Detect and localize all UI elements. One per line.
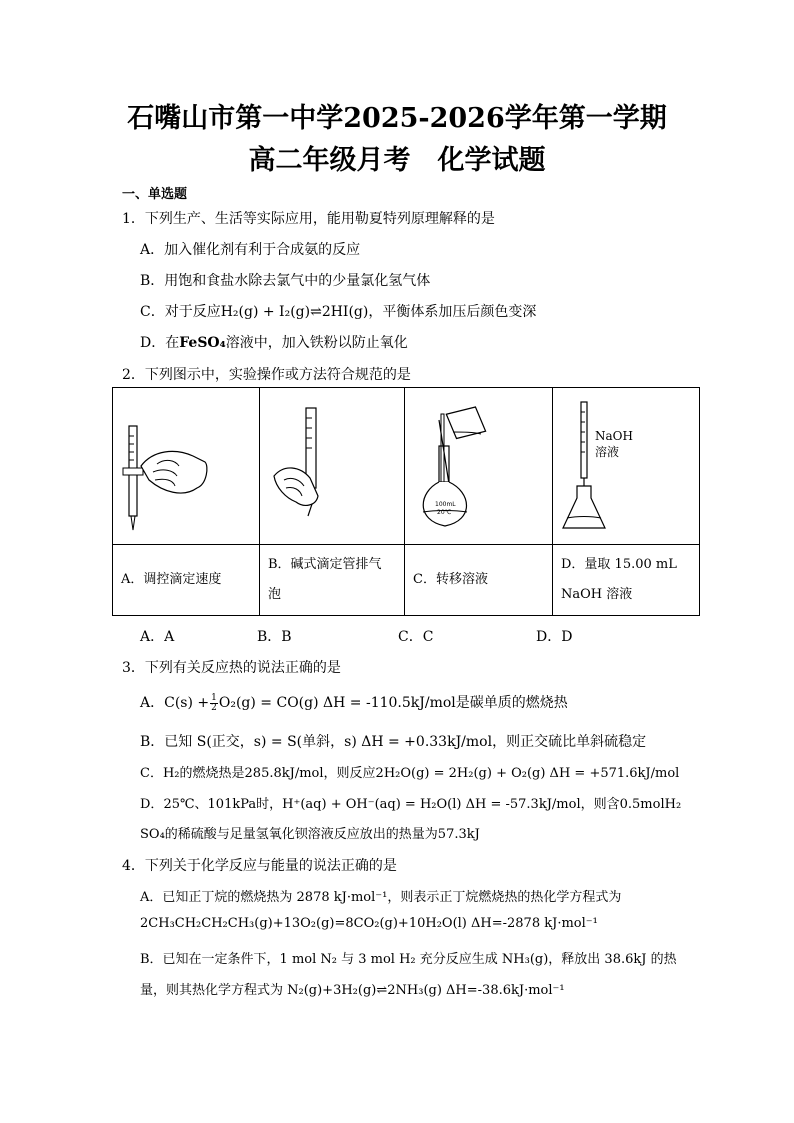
q2-answer-c: C．C — [398, 629, 434, 645]
q3-a-eq2: O₂(g) = CO(g) ΔH = -110.5kJ/mol — [218, 695, 456, 711]
q2-stem: 2．下列图示中，实验操作或方法符合规范的是 — [122, 367, 411, 383]
figure-b-cell — [260, 388, 405, 545]
q3-a-pre: A． — [140, 695, 165, 711]
q3-b-pre: B．已知 — [140, 734, 197, 750]
q3-d-mid2: ，则含 — [580, 797, 620, 812]
q3-c-eq1: H₂ — [162, 766, 180, 781]
q3-option-b — [140, 731, 646, 751]
q3-d-eq3: 0.5molH₂ — [619, 797, 682, 812]
q4-option-b-line2: 量，则其热化学方程式为 N₂(g)+3H₂(g)⇌2NH₃(g) ΔH=-38.6kJ·mol⁻¹ — [140, 983, 565, 998]
caption-d — [553, 545, 700, 616]
page-subtitle: 高二年级月考 化学试题 — [248, 145, 546, 176]
fraction-denominator: 2 — [211, 702, 217, 713]
q3-b-post: ，则正交硫比单斜硫稳定 — [492, 734, 647, 750]
naoh-label: NaOH — [595, 429, 633, 443]
q3-c-mid: 的燃烧热是 — [179, 766, 245, 781]
naoh-titration-illustration-d — [553, 388, 691, 544]
q3-c-mid2: ，则反应 — [323, 766, 376, 781]
q1-c-post: ，平衡体系加压后颜色变深 — [368, 304, 537, 320]
half-fraction — [210, 694, 218, 713]
q1-c-equation: H₂(g) + I₂(g)⇌2HI(g) — [220, 304, 369, 320]
q1-d-post: 溶液中，加入铁粉以防止氧化 — [225, 335, 408, 351]
caption-d-text: D．量取 15.00 mL — [561, 557, 677, 572]
q1-d-chem: FeSO₄ — [179, 335, 226, 351]
base-burette-illustration-b — [260, 388, 396, 544]
q3-stem: 3．下列有关反应热的说法正确的是 — [122, 660, 341, 676]
q1-c-pre: C．对于反应 — [140, 304, 221, 320]
q3-d-eq2: H⁺(aq) + OH⁻(aq) = H₂O(l) ΔH = -57.3kJ/mol — [282, 797, 581, 812]
q4-option-a-line2: 2CH₃CH₂CH₂CH₃(g)+13O₂(g)=8CO₂(g)+10H₂O(l) ΔH=-2878 kJ·mol⁻¹ — [140, 916, 598, 931]
q3-d-line2-eq: SO₄ — [140, 827, 165, 842]
q1-d-pre: D．在 — [140, 335, 180, 351]
figure-c-cell — [405, 388, 553, 545]
q1-option-a: A．加入催化剂有利于合成氨的反应 — [140, 242, 361, 258]
caption-c — [405, 545, 553, 616]
q1-option-c — [140, 301, 536, 321]
q2-figure-table — [112, 387, 700, 616]
caption-b — [260, 545, 405, 616]
q1-option-b: B．用饱和食盐水除去氯气中的少量氯化氢气体 — [140, 273, 431, 289]
q4-stem: 4．下列关于化学反应与能量的说法正确的是 — [122, 858, 397, 874]
q3-d-line2-mid: 的稀硫酸与足量氢氧化钡溶液反应放出的热量为 — [164, 827, 438, 842]
burette-hand-illustration-a — [113, 388, 251, 544]
naoh-solution-label: 溶液 — [595, 445, 620, 459]
q3-b-eq: S(正交，s) = S(单斜，s) ΔH = +0.33kJ/mol — [196, 734, 493, 750]
volumetric-flask-illustration-c — [405, 388, 544, 544]
q3-a-post: 是碳单质的燃烧热 — [455, 695, 568, 711]
q3-c-eq3: 2H₂O(g) = 2H₂(g) + O₂(g) ΔH = +571.6kJ/mol — [375, 766, 680, 781]
section-heading: 一、单选题 — [122, 187, 188, 202]
q3-option-d — [140, 793, 681, 812]
caption-a-text: A．调控滴定速度 — [121, 572, 222, 587]
fraction-numerator: 1 — [211, 692, 217, 703]
q3-option-c — [140, 762, 679, 781]
q3-c-pre: C． — [140, 766, 163, 781]
page-title: 石嘴山市第一中学2025-2026学年第一学期 — [127, 103, 667, 134]
q3-d-mid: 时， — [256, 797, 283, 812]
caption-c-text: C．转移溶液 — [413, 572, 488, 587]
caption-b-text-2: 泡 — [268, 587, 282, 602]
figure-a-cell — [113, 388, 260, 545]
q3-option-d-line2 — [140, 823, 480, 842]
q3-d-line2-val: 57.3kJ — [437, 827, 480, 842]
q2-answer-b: B．B — [257, 629, 292, 645]
q1-stem: 1．下列生产、生活等实际应用，能用勒夏特列原理解释的是 — [122, 211, 495, 227]
caption-d-text-2: NaOH 溶液 — [561, 587, 633, 602]
q2-answer-a: A．A — [140, 629, 175, 645]
caption-a — [113, 545, 260, 616]
q4-option-a-line1: A．已知正丁烷的燃烧热为 2878 kJ·mol⁻¹，则表示正丁烷燃烧热的热化学方程式为 — [140, 890, 622, 905]
q2-answer-d: D．D — [536, 629, 573, 645]
q4-option-b-line1: B．已知在一定条件下，1 mol N₂ 与 3 mol H₂ 充分反应生成 NH₃(g)，释放出 38.6kJ 的热 — [140, 952, 677, 967]
flask-temp-label: 20℃ — [437, 509, 452, 516]
q3-a-eq1: C(s) + — [164, 695, 210, 711]
q3-d-eq1: 25℃、101kPa — [163, 797, 257, 812]
q3-c-eq2: 285.8kJ/mol — [244, 766, 324, 781]
q3-d-pre: D． — [140, 797, 164, 812]
q3-option-a — [140, 692, 568, 713]
q1-option-d — [140, 332, 408, 352]
figure-d-cell — [553, 388, 700, 545]
caption-b-text: B．碱式滴定管排气 — [268, 557, 382, 572]
flask-volume-label: 100mL — [435, 501, 456, 508]
